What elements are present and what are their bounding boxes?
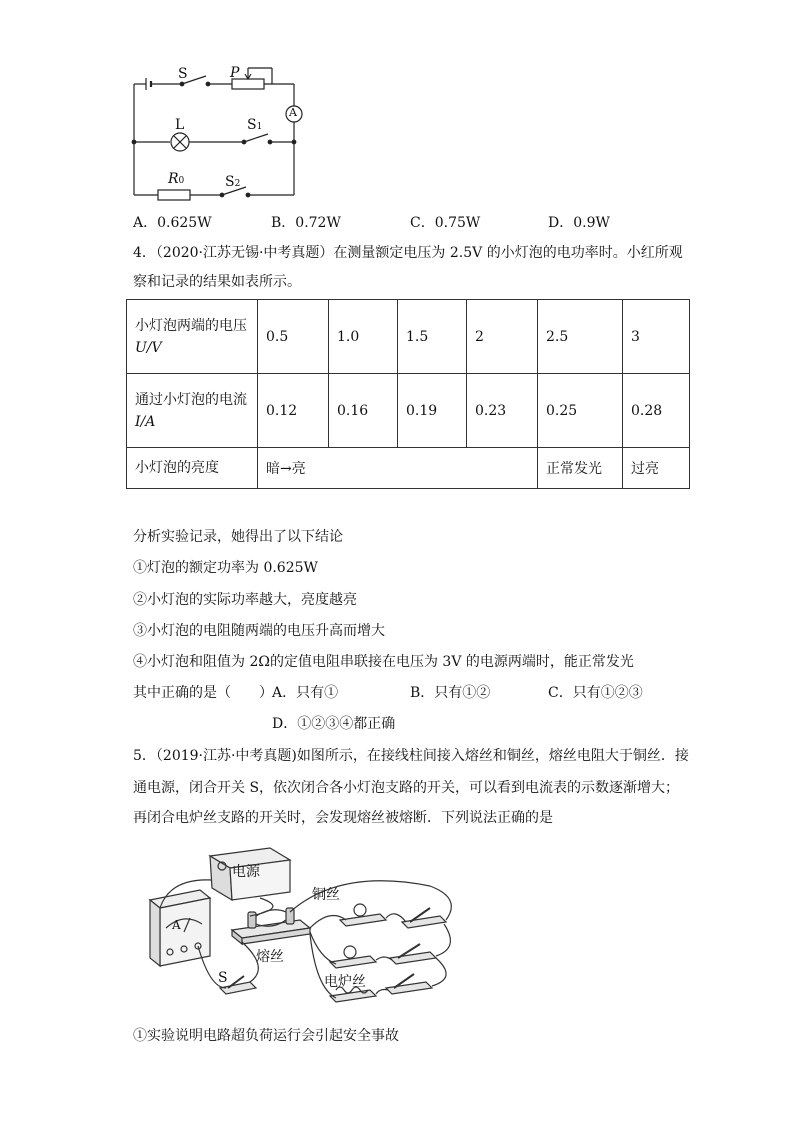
q5-stem-line3: 再闭合电炉丝支路的开关时，会发现熔丝被熔断．下列说法正确的是 — [133, 810, 553, 826]
q3-label-P: P — [230, 65, 240, 81]
voltage-label: 小灯泡两端的电压 U/V — [127, 300, 258, 374]
table-cell: 0.16 — [329, 374, 398, 448]
q3-label-A: A — [289, 106, 297, 119]
table-cell: 1.0 — [329, 300, 398, 374]
q3-label-S2: S2 — [225, 174, 241, 190]
table-cell: 暗→亮 — [258, 448, 538, 489]
table-cell: 正常发光 — [538, 448, 623, 489]
q4-choice-a[interactable]: A．只有① — [272, 685, 339, 701]
table-cell: 0.23 — [467, 374, 538, 448]
q3-option-d[interactable]: D．0.9W — [548, 215, 610, 231]
q4-answer-prefix: 其中正确的是（ ） — [133, 685, 273, 701]
q3-label-S1: S1 — [247, 117, 263, 133]
q4-choice-d[interactable]: D．①②③④都正确 — [272, 716, 396, 732]
q5-stem-line2: 通电源，闭合开关 S，依次闭合各小灯泡支路的开关，可以看到电流表的示数逐渐增大； — [133, 780, 680, 796]
q5-label-ammeter: A — [172, 918, 181, 932]
q5-label-power: 电源 — [232, 864, 260, 880]
q5-label-copper: 铜丝 — [312, 887, 340, 903]
q3-label-S: S — [178, 66, 188, 82]
table-cell: 0.12 — [258, 374, 329, 448]
q3-label-L: L — [175, 117, 185, 133]
table-cell: 3 — [623, 300, 690, 374]
q5-stem-line1: 5．（2019·江苏·中考真题)如图所示，在接线柱间接入熔丝和铜丝，熔丝电阻大于铜丝．接 — [133, 748, 689, 764]
q4-conclusion-3: ③小灯泡的电阻随两端的电压升高而增大 — [133, 623, 385, 639]
q5-apparatus-figure — [140, 838, 470, 1018]
q4-conclusion-2: ②小灯泡的实际功率越大，亮度越亮 — [133, 592, 357, 608]
q5-label-fuse: 熔丝 — [256, 949, 284, 965]
table-row-voltage — [127, 300, 690, 374]
q4-analysis: 分析实验记录，她得出了以下结论 — [133, 529, 343, 545]
table-row-brightness — [127, 448, 690, 489]
q5-label-switch: S — [218, 970, 228, 986]
q4-stem-line1: 4．（2020·江苏无锡·中考真题）在测量额定电压为 2.5V 的小灯泡的电功率时。小红所观 — [133, 245, 683, 261]
table-cell: 2 — [467, 300, 538, 374]
q4-conclusion-4: ④小灯泡和阻值为 2Ω的定值电阻串联接在电压为 3V 的电源两端时，能正常发光 — [133, 654, 634, 670]
table-cell: 2.5 — [538, 300, 623, 374]
q3-option-a[interactable]: A．0.625W — [133, 215, 212, 231]
q3-option-b[interactable]: B．0.72W — [271, 215, 341, 231]
table-cell: 0.25 — [538, 374, 623, 448]
q5-statement-1: ①实验说明电路超负荷运行会引起安全事故 — [133, 1028, 399, 1044]
q3-option-c[interactable]: C．0.75W — [410, 215, 481, 231]
table-cell: 过亮 — [623, 448, 690, 489]
q4-data-table — [126, 299, 690, 489]
q4-stem-line2: 察和记录的结果如表所示。 — [133, 274, 301, 290]
q3-circuit-diagram — [120, 60, 320, 205]
table-row-current — [127, 374, 690, 448]
q5-label-heater: 电炉丝 — [324, 974, 366, 990]
current-label: 通过小灯泡的电流 I/A — [127, 374, 258, 448]
q4-conclusion-1: ①灯泡的额定功率为 0.625W — [133, 560, 318, 576]
q4-choice-c[interactable]: C．只有①②③ — [548, 685, 643, 701]
table-cell: 0.28 — [623, 374, 690, 448]
q3-label-R0: R0 — [168, 171, 185, 187]
table-cell: 0.5 — [258, 300, 329, 374]
table-cell: 0.19 — [398, 374, 467, 448]
brightness-label: 小灯泡的亮度 — [127, 448, 258, 489]
q4-choice-b[interactable]: B．只有①② — [410, 685, 491, 701]
table-cell: 1.5 — [398, 300, 467, 374]
